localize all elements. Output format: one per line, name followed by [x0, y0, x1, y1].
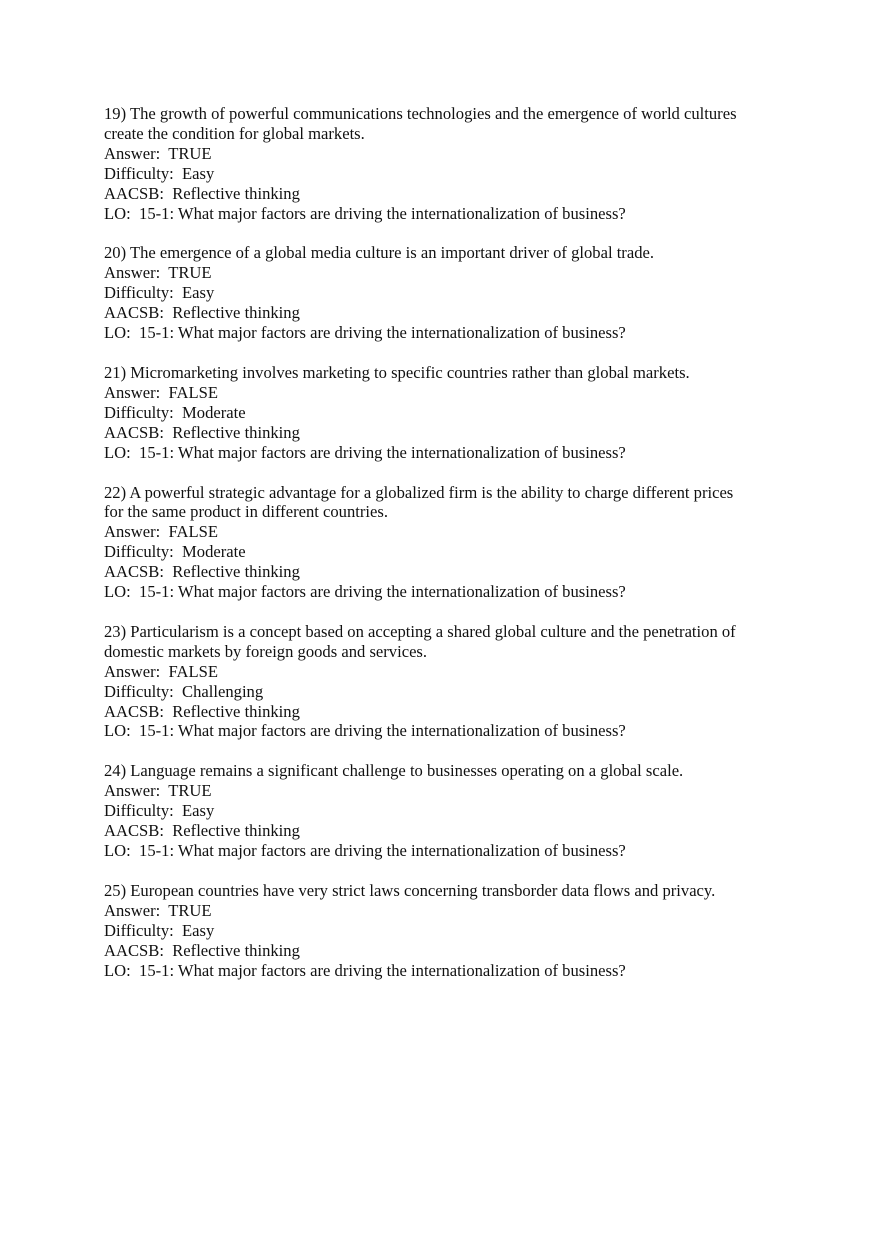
question-text: 22) A powerful strategic advantage for a globalized firm is the ability to charge different prices — [104, 482, 734, 502]
difficulty-line: Difficulty: Easy — [104, 283, 215, 303]
answer-line: Answer: FALSE — [104, 382, 219, 402]
question-text: 25) European countries have very strict laws concerning transborder data flows and privacy. — [104, 880, 716, 900]
question-19 — [104, 104, 784, 223]
lo-line: LO: 15-1: What major factors are driving the internationalization of business? — [104, 960, 626, 980]
question-text: 24) Language remains a significant challenge to businesses operating on a global scale. — [104, 761, 684, 781]
answer-line: Answer: TRUE — [104, 900, 212, 920]
lo-line: LO: 15-1: What major factors are driving the internationalization of business? — [104, 323, 626, 343]
aacsb-line: AACSB: Reflective thinking — [104, 422, 300, 442]
question-text: 21) Micromarketing involves marketing to specific countries rather than global markets. — [104, 362, 690, 382]
answer-line: Answer: TRUE — [104, 143, 212, 163]
lo-line: LO: 15-1: What major factors are driving the internationalization of business? — [104, 841, 626, 860]
aacsb-line: AACSB: Reflective thinking — [104, 701, 300, 721]
question-24 — [104, 761, 784, 861]
question-text: 19) The growth of powerful communications technologies and the emergence of world cultures — [104, 104, 737, 123]
question-21 — [104, 363, 784, 463]
question-text-continued: for the same product in different countries. — [104, 502, 388, 522]
lo-line: LO: 15-1: What major factors are driving the internationalization of business? — [104, 203, 626, 223]
aacsb-line: AACSB: Reflective thinking — [104, 183, 300, 203]
document-page — [104, 104, 784, 1000]
question-text-continued: domestic markets by foreign goods and services. — [104, 641, 428, 661]
question-text-continued: create the condition for global markets. — [104, 123, 365, 143]
answer-line: Answer: FALSE — [104, 661, 219, 681]
lo-line: LO: 15-1: What major factors are driving the internationalization of business? — [104, 442, 626, 462]
answer-line: Answer: FALSE — [104, 522, 219, 542]
difficulty-line: Difficulty: Moderate — [104, 542, 246, 562]
difficulty-line: Difficulty: Moderate — [104, 402, 246, 422]
difficulty-line: Difficulty: Challenging — [104, 681, 264, 701]
answer-line: Answer: TRUE — [104, 781, 212, 801]
answer-line: Answer: TRUE — [104, 263, 212, 283]
question-20 — [104, 243, 784, 343]
difficulty-line: Difficulty: Easy — [104, 163, 215, 183]
aacsb-line: AACSB: Reflective thinking — [104, 303, 300, 323]
question-text: 20) The emergence of a global media culture is an important driver of global trade. — [104, 243, 655, 263]
aacsb-line: AACSB: Reflective thinking — [104, 821, 300, 841]
question-text: 23) Particularism is a concept based on accepting a shared global culture and the penetration of — [104, 621, 736, 641]
aacsb-line: AACSB: Reflective thinking — [104, 562, 300, 582]
lo-line: LO: 15-1: What major factors are driving the internationalization of business? — [104, 582, 626, 602]
aacsb-line: AACSB: Reflective thinking — [104, 940, 300, 960]
question-25 — [104, 881, 784, 981]
question-23 — [104, 622, 784, 741]
difficulty-line: Difficulty: Easy — [104, 920, 215, 940]
question-22 — [104, 483, 784, 602]
difficulty-line: Difficulty: Easy — [104, 801, 215, 821]
lo-line: LO: 15-1: What major factors are driving the internationalization of business? — [104, 721, 626, 741]
